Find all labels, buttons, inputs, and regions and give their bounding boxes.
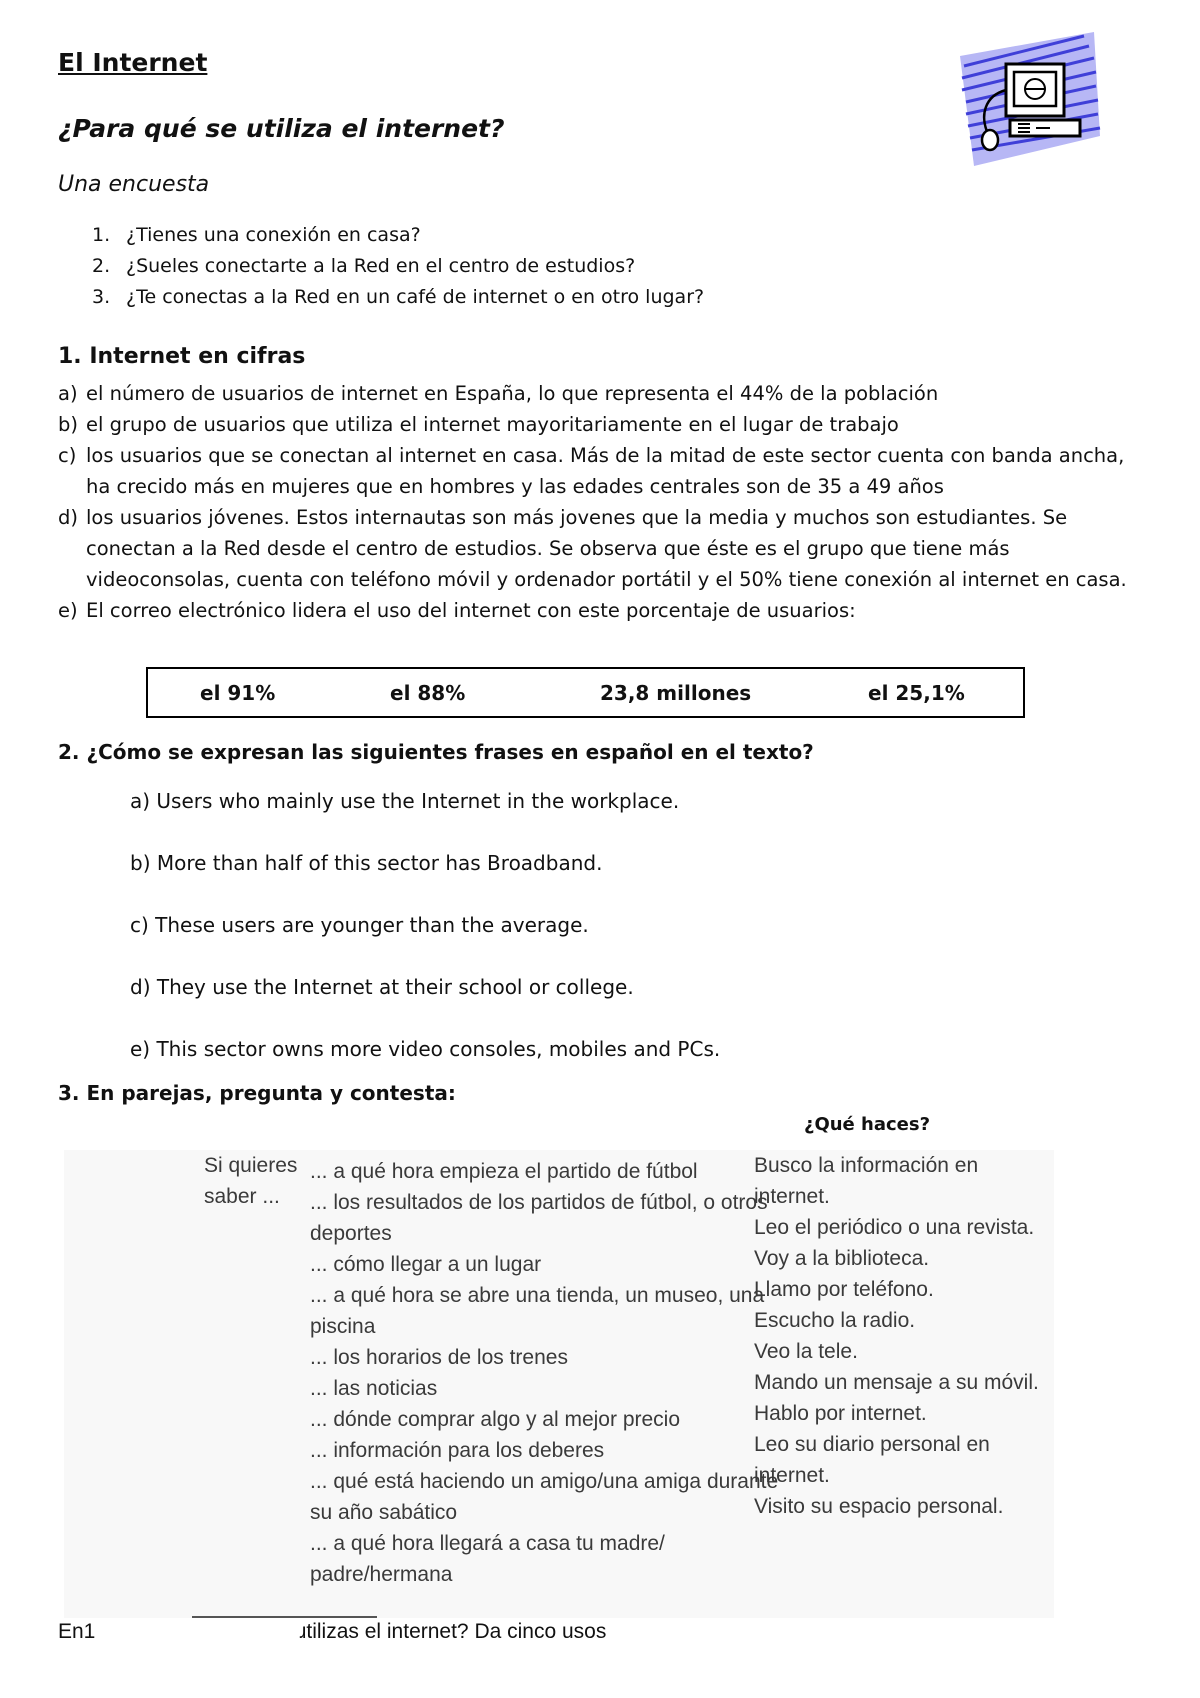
response-list — [754, 1150, 1054, 1522]
list-item: ... qué está haciendo un amigo/una amiga durante su año sabático — [310, 1470, 779, 1524]
list-item: ... a qué hora llegará a casa tu madre/ padre/hermana — [310, 1532, 665, 1586]
list-item: Escucho la radio. — [754, 1309, 916, 1332]
list-item: 3. ¿Te conectas a la Red en un café de internet o en otro lugar? — [92, 286, 705, 308]
list-item: a) Users who mainly use the Internet in the workplace. — [130, 789, 680, 813]
list-item: Leo su diario personal en internet. — [754, 1433, 990, 1487]
list-item: ... dónde comprar algo y al mejor precio — [310, 1408, 681, 1431]
section1-title: 1. Internet en cifras — [58, 344, 306, 369]
list-item: 2. ¿Sueles conectarte a la Red en el centro de estudios? — [92, 255, 636, 277]
answer-option: el 88% — [390, 681, 466, 705]
divider — [192, 1616, 377, 1618]
prompt-list — [310, 1156, 780, 1590]
section3-title: 3. En parejas, pregunta y contesta: — [58, 1081, 456, 1105]
list-item: e) El correo electrónico lidera el uso del internet con este porcentaje de usuarios: — [58, 599, 856, 622]
computer-icon — [944, 26, 1104, 176]
lead-text: Si quieres saber ... — [204, 1154, 298, 1208]
answer-option: el 91% — [200, 681, 276, 705]
footer-left: En1 — [58, 1620, 96, 1643]
answer-box — [146, 667, 1025, 718]
list-item: ... las noticias — [310, 1377, 438, 1400]
list-item: ... los resultados de los partidos de fútbol, o otros deportes — [310, 1191, 768, 1245]
list-item: ... a qué hora empieza el partido de fútbol — [310, 1160, 698, 1183]
list-item: 1. ¿Tienes una conexión en casa? — [92, 224, 421, 246]
list-item: c) los usuarios que se conectan al internet en casa. Más de la mitad de este sector cuenta con banda ancha, ha crecido más en mujeres que en hombres y las edades centrales son de 35 a 49 años — [58, 444, 1125, 498]
footer-right: ɹtilizas el internet? Da cinco usos — [299, 1620, 607, 1643]
answer-option: 23,8 millones — [600, 681, 752, 705]
list-item: Mando un mensaje a su móvil. — [754, 1371, 1039, 1394]
list-item: d) They use the Internet at their school or college. — [130, 975, 634, 999]
list-item: e) This sector owns more video consoles, mobiles and PCs. — [130, 1037, 721, 1061]
list-item: a) el número de usuarios de internet en España, lo que representa el 44% de la población — [58, 382, 939, 405]
list-item: ... los horarios de los trenes — [310, 1346, 568, 1369]
survey-subtitle: Una encuesta — [58, 172, 210, 197]
list-item: d) los usuarios jóvenes. Estos internautas son más jovenes que la media y muchos son estudiantes. Se conectan a la Red desde el centro de estudios. Se observa que éste es el grupo que tiene más videoconsolas, cuenta con teléfono móvil y ordenador portátil y el 50% tiene conexión al internet en casa. — [58, 506, 1127, 591]
section2-title: 2. ¿Cómo se expresan las siguientes frases en español en el texto? — [58, 740, 814, 764]
list-item: Leo el periódico o una revista. — [754, 1216, 1035, 1239]
main-question: ¿Para qué se utiliza el internet? — [58, 114, 505, 143]
phrase-list — [130, 770, 720, 1080]
list-item: Visito su espacio personal. — [754, 1495, 1004, 1518]
list-item: b) More than half of this sector has Broadband. — [130, 851, 603, 875]
list-item: Busco la información en internet. — [754, 1154, 979, 1208]
list-item: ... a qué hora se abre una tienda, un museo, una piscina — [310, 1284, 765, 1338]
list-item: ... cómo llegar a un lugar — [310, 1253, 542, 1276]
list-item: Llamo por teléfono. — [754, 1278, 934, 1301]
footer-question — [58, 1620, 606, 1644]
list-item: ... información para los deberes — [310, 1439, 605, 1462]
column-header: ¿Qué haces? — [804, 1114, 931, 1135]
answer-option: el 25,1% — [868, 681, 965, 705]
page-title: El Internet — [58, 48, 208, 77]
list-item: b) el grupo de usuarios que utiliza el internet mayoritariamente en el lugar de trabajo — [58, 413, 899, 436]
list-item: Veo la tele. — [754, 1340, 858, 1363]
scanned-exercise — [64, 1150, 1054, 1618]
list-item: c) These users are younger than the average. — [130, 913, 589, 937]
statistics-list — [58, 378, 1138, 626]
list-item: Voy a la biblioteca. — [754, 1247, 930, 1270]
survey-list — [92, 220, 704, 313]
list-item: Hablo por internet. — [754, 1402, 927, 1425]
